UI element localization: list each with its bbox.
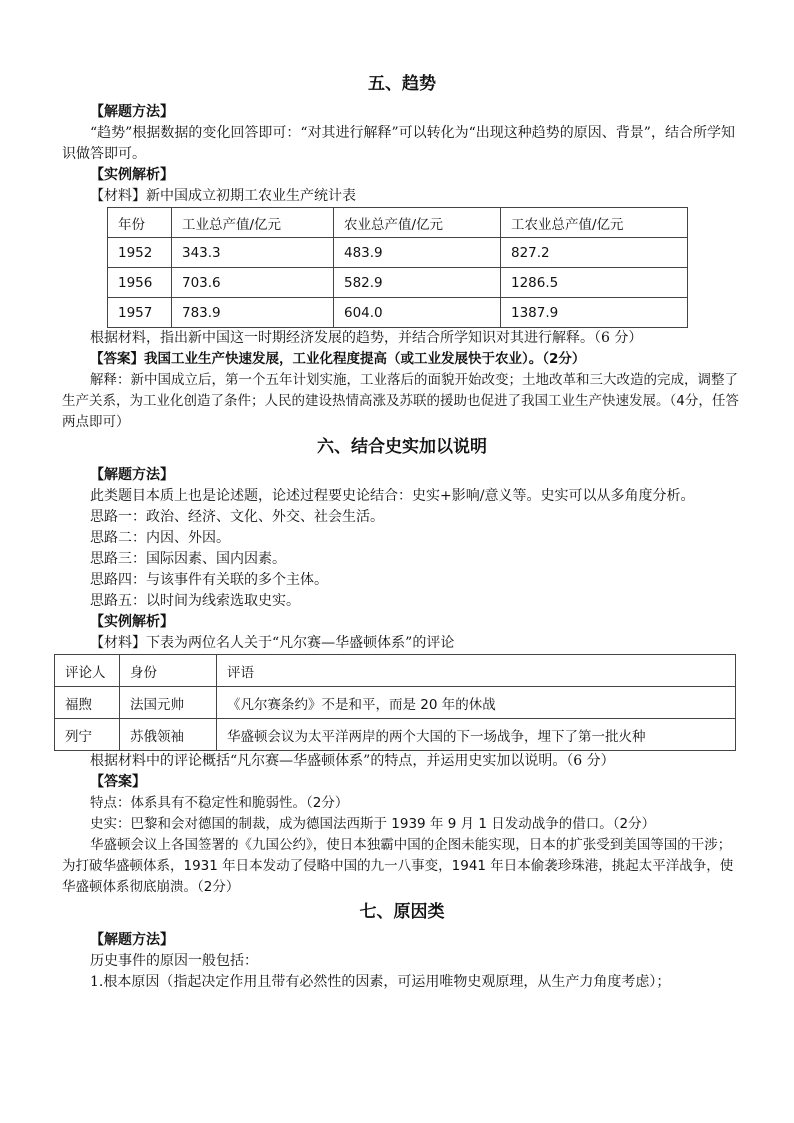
table-cell: 1387.9 — [501, 298, 688, 328]
table-row — [108, 268, 688, 298]
table-cell: 343.3 — [172, 238, 334, 268]
section-title: 六、结合史实加以说明 — [317, 437, 487, 457]
question-text: 根据材料中的评论概括“凡尔赛—华盛顿体系”的特点，并运用史实加以说明。（6 分） — [90, 753, 615, 769]
table-cell: 483.9 — [334, 238, 501, 268]
question-text: 根据材料，指出新中国这一时期经济发展的趋势，并结合所学知识对其进行解释。（6 分） — [90, 330, 643, 346]
answer-label: 【答案】 — [90, 774, 146, 790]
method-label: 【解题方法】 — [90, 467, 174, 483]
method-text: “趋势”根据数据的变化回答即可：“对其进行解释”可以转化为“出现这种趋势的原因、背景”，结合所学知识做答即可。 — [62, 125, 735, 162]
answer-line: 华盛顿会议上各国签署的《九国公约》，使日本独霸中国的企图未能实现，日本的扩张受到美国等国的干涉；为打破华盛顿体系，1931 年日本发动了侵略中国的九一八事变，1941 年日本偷袭珍珠港，挑起太平洋战争，使华盛顿体系彻底崩溃。（2分） — [62, 837, 734, 895]
section-title: 五、趋势 — [368, 74, 436, 94]
table-cell: 827.2 — [501, 238, 688, 268]
table-header-row — [55, 655, 736, 687]
method-label: 【解题方法】 — [90, 932, 174, 948]
table-cell: 703.6 — [172, 268, 334, 298]
intro-text: 历史事件的原因一般包括： — [90, 953, 258, 969]
idea-item: 思路四：与该事件有关联的多个主体。 — [90, 572, 328, 588]
table-header-row — [108, 208, 688, 238]
table-header-cell: 评论人 — [55, 655, 120, 687]
idea-item: 思路二：内因、外因。 — [90, 530, 230, 546]
table-cell: 福煦 — [55, 687, 120, 719]
table-header-cell: 身份 — [120, 655, 217, 687]
list-item: 1.根本原因（指起决定作用且带有必然性的因素，可运用唯物史观原理，从生产力角度考虑）； — [90, 974, 671, 990]
table-row — [55, 687, 736, 719]
table-header-cell: 年份 — [108, 208, 172, 238]
answer-line: 史实：巴黎和会对德国的制裁，成为德国法西斯于 1939 年 9 月 1 日发动战争的借口。（2分） — [90, 816, 656, 832]
idea-item: 思路一：政治、经济、文化、外交、社会生活。 — [90, 509, 384, 525]
table-cell: 604.0 — [334, 298, 501, 328]
comments-table — [54, 654, 736, 751]
table-cell: 《凡尔赛条约》不是和平，而是 20 年的休战 — [217, 687, 736, 719]
table-header-cell: 农业总产值/亿元 — [334, 208, 501, 238]
table-header-cell: 工业总产值/亿元 — [172, 208, 334, 238]
table-cell: 苏俄领袖 — [120, 719, 217, 751]
table-cell: 法国元帅 — [120, 687, 217, 719]
section-title: 七、原因类 — [359, 902, 445, 922]
table-cell: 1286.5 — [501, 268, 688, 298]
table-header-cell: 评语 — [217, 655, 736, 687]
method-label: 【解题方法】 — [90, 104, 174, 120]
material-caption: 【材料】下表为两位名人关于“凡尔赛—华盛顿体系”的评论 — [90, 635, 455, 651]
table-cell: 582.9 — [334, 268, 501, 298]
example-label: 【实例解析】 — [90, 614, 174, 630]
table-row — [55, 719, 736, 751]
answer-line: 特点：体系具有不稳定性和脆弱性。（2分） — [90, 795, 349, 811]
table-cell: 1952 — [108, 238, 172, 268]
table-cell: 华盛顿会议为太平洋两岸的两个大国的下一场战争，埋下了第一批火种 — [217, 719, 736, 751]
table-header-cell: 工农业总产值/亿元 — [501, 208, 688, 238]
table-row — [108, 298, 688, 328]
table-cell: 列宁 — [55, 719, 120, 751]
idea-item: 思路三：国际因素、国内因素。 — [90, 551, 286, 567]
table-cell: 783.9 — [172, 298, 334, 328]
method-text: 此类题目本质上也是论述题，论述过程要史论结合：史实+影响/意义等。史实可以从多角度分析。 — [90, 488, 695, 504]
document-page — [62, 70, 742, 993]
table-cell: 1956 — [108, 268, 172, 298]
production-table — [107, 207, 688, 328]
answer-text: 【答案】我国工业生产快速发展，工业化程度提高（或工业发展快于农业）。（2分） — [90, 351, 586, 367]
material-caption: 【材料】新中国成立初期工农业生产统计表 — [90, 188, 356, 204]
idea-item: 思路五：以时间为线索选取史实。 — [90, 593, 300, 609]
table-row — [108, 238, 688, 268]
table-cell: 1957 — [108, 298, 172, 328]
explanation-text: 解释：新中国成立后，第一个五年计划实施，工业落后的面貌开始改变；土地改革和三大改造的完成，调整了生产关系，为工业化创造了条件；人民的建设热情高涨及苏联的援助也促进了我国工业生产快速发展。（4分，任答两点即可） — [62, 372, 739, 430]
example-label: 【实例解析】 — [90, 167, 174, 183]
